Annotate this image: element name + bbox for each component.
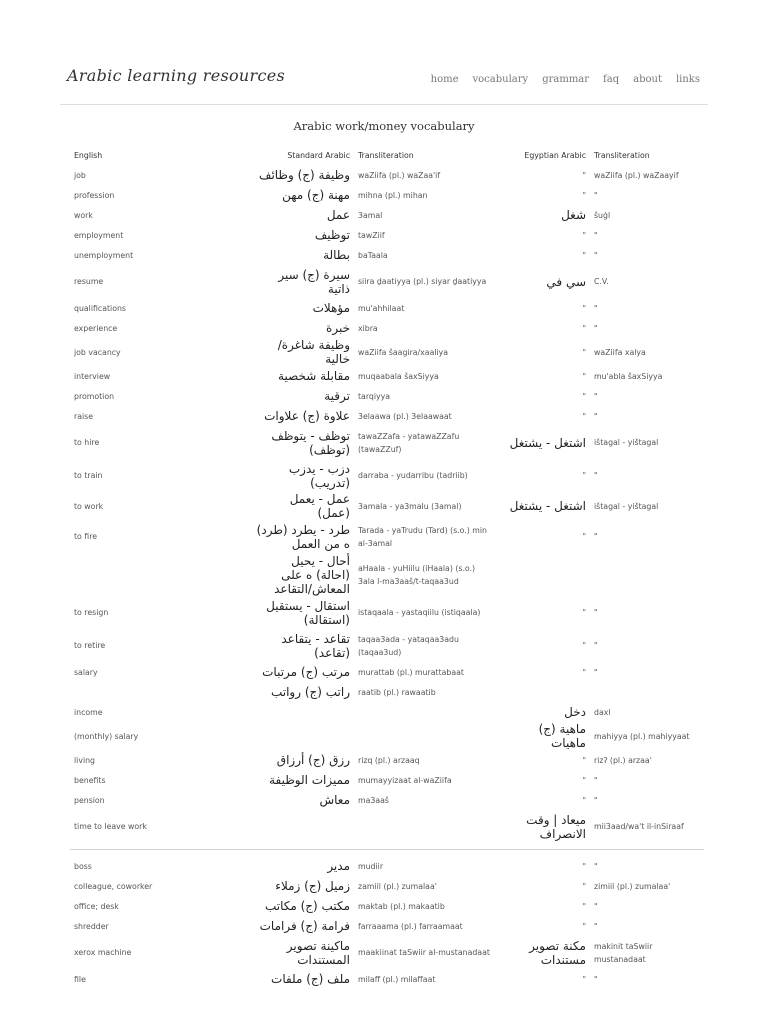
standard-arabic-cell: مدير xyxy=(327,859,350,873)
egyptian-arabic-cell: سي في xyxy=(546,274,586,289)
egyptian-transliteration-cell: " xyxy=(594,411,598,421)
egyptian-transliteration-cell: waZiifa xalya xyxy=(594,347,646,357)
standard-arabic-cell: توظف - يتوظف (توظف) xyxy=(271,428,350,457)
egyptian-transliteration-cell xyxy=(590,682,704,702)
english-cell: salary xyxy=(74,667,98,677)
section-divider xyxy=(70,843,704,856)
table-row xyxy=(70,629,704,662)
egyptian-transliteration-cell: šuġl xyxy=(594,210,611,220)
table-row xyxy=(70,856,704,876)
msa-transliteration-cell xyxy=(354,810,496,843)
msa-transliteration-cell: tawaZZafa - yatawaZZafu (tawaZZuf) xyxy=(358,431,460,454)
table-row xyxy=(70,936,704,969)
table-body xyxy=(70,165,704,989)
egyptian-transliteration-cell: " xyxy=(594,795,598,805)
egyptian-arabic-cell xyxy=(496,682,590,702)
header-egyptian-arabic: Egyptian Arabic xyxy=(524,151,586,160)
standard-arabic-cell: استقال - يستقيل (استقالة) xyxy=(266,598,350,627)
msa-transliteration-cell: mudiir xyxy=(358,861,384,871)
standard-arabic-cell: معاش xyxy=(319,793,350,807)
egyptian-arabic-cell: " xyxy=(582,230,586,240)
table-row xyxy=(70,165,704,185)
msa-transliteration-cell: muqaabala šaxSiyya xyxy=(358,371,439,381)
egyptian-arabic-cell: " xyxy=(582,974,586,984)
msa-transliteration-cell: murattab (pl.) murattabaat xyxy=(358,667,464,677)
egyptian-arabic-cell: " xyxy=(582,755,586,765)
msa-transliteration-cell: milaff (pl.) milaffaat xyxy=(358,974,436,984)
table-header-row xyxy=(70,146,704,165)
english-cell: raise xyxy=(74,411,94,421)
english-cell: to hire xyxy=(74,438,100,447)
english-cell: living xyxy=(74,755,96,765)
nav-vocabulary-link[interactable]: vocabulary xyxy=(472,74,529,85)
table-row xyxy=(70,876,704,896)
egyptian-transliteration-cell: " xyxy=(594,901,598,911)
egyptian-arabic-cell: " xyxy=(582,471,586,480)
msa-transliteration-cell: aHaala - yuHiilu (iHaala) (s.o.) 3ala l-ma3aaš/t-taqaa3ud xyxy=(358,563,476,586)
english-cell: experience xyxy=(74,323,118,333)
table-row xyxy=(70,722,704,750)
msa-transliteration-cell: maktab (pl.) makaatib xyxy=(358,901,445,911)
table-row xyxy=(70,702,704,722)
site-header xyxy=(60,62,708,105)
egyptian-arabic-cell: اشتغل - يشتغل xyxy=(509,499,586,513)
english-cell: pension xyxy=(74,795,105,805)
english-cell: xerox machine xyxy=(74,948,132,957)
table-row xyxy=(70,810,704,843)
egyptian-arabic-cell: " xyxy=(582,250,586,260)
egyptian-transliteration-cell: zimiil (pl.) zumalaa' xyxy=(594,881,671,891)
standard-arabic-cell: أحال - يحيل (احالة) ه على المعاش/التقاعد xyxy=(274,553,350,596)
egyptian-transliteration-cell: " xyxy=(594,190,598,200)
english-cell: income xyxy=(74,707,103,717)
msa-transliteration-cell: xibra xyxy=(358,323,378,333)
standard-arabic-cell xyxy=(252,702,354,722)
table-row xyxy=(70,318,704,338)
egyptian-arabic-cell: ميعاد | وقت الانصراف xyxy=(526,812,586,841)
header-egyptian-transliteration: Transliteration xyxy=(594,151,650,160)
msa-transliteration-cell: darraba - yudarribu (tadriib) xyxy=(358,471,468,480)
english-cell: promotion xyxy=(74,391,115,401)
egyptian-transliteration-cell: waZiifa (pl.) waZaayif xyxy=(594,170,679,180)
header-english: English xyxy=(74,151,103,160)
table-row xyxy=(70,750,704,770)
egyptian-transliteration-cell: " xyxy=(594,921,598,931)
egyptian-transliteration-cell: mahiyya (pl.) mahiyyaat xyxy=(594,731,690,741)
standard-arabic-cell xyxy=(252,810,354,843)
english-cell: to work xyxy=(74,501,104,511)
table-row xyxy=(70,896,704,916)
egyptian-transliteration-cell: mii3aad/wa't il-inSiraaf xyxy=(594,822,684,831)
english-cell: (monthly) salary xyxy=(74,731,139,741)
table-row xyxy=(70,406,704,426)
table-row xyxy=(70,662,704,682)
standard-arabic-cell: توظيف xyxy=(314,228,350,242)
msa-transliteration-cell xyxy=(354,702,496,722)
egyptian-arabic-cell: " xyxy=(582,391,586,401)
table-row xyxy=(70,969,704,989)
egyptian-arabic-cell: " xyxy=(582,347,586,357)
english-cell: to fire xyxy=(74,532,98,541)
standard-arabic-cell: وظيفة (ج) وظائف xyxy=(259,168,350,182)
table-row xyxy=(70,426,704,459)
english-cell: profession xyxy=(74,190,115,200)
standard-arabic-cell: علاوة (ج) علاوات xyxy=(264,409,350,423)
standard-arabic-cell: وظيفة شاغرة/خالية xyxy=(277,338,350,366)
msa-transliteration-cell: ma3aaš xyxy=(358,795,389,805)
english-cell: file xyxy=(74,974,86,984)
egyptian-arabic-cell: " xyxy=(582,795,586,805)
table-row xyxy=(70,770,704,790)
header-msa-transliteration: Transliteration xyxy=(358,151,414,160)
egyptian-arabic-cell: اشتغل - يشتغل xyxy=(509,435,586,450)
msa-transliteration-cell: farraaama (pl.) farraamaat xyxy=(358,921,463,931)
egyptian-arabic-cell: شغل xyxy=(561,208,586,222)
standard-arabic-cell: مهنة (ج) مهن xyxy=(282,188,350,202)
table-row xyxy=(70,298,704,318)
egyptian-arabic-cell: " xyxy=(582,667,586,677)
table-row xyxy=(70,386,704,406)
egyptian-arabic-cell: " xyxy=(582,303,586,313)
header-standard-arabic: Standard Arabic xyxy=(287,151,350,160)
nav-home-link[interactable]: home xyxy=(430,74,459,85)
nav-faq-link[interactable]: faq xyxy=(603,74,620,85)
standard-arabic-cell: خبرة xyxy=(326,321,350,335)
table-row xyxy=(70,682,704,702)
nav-grammar-link[interactable]: grammar xyxy=(542,74,590,85)
msa-transliteration-cell: tawZiif xyxy=(358,230,385,240)
nav-about-link[interactable]: about xyxy=(633,74,662,85)
table-row xyxy=(70,520,704,553)
standard-arabic-cell: عمل xyxy=(326,208,350,222)
egyptian-arabic-cell: " xyxy=(582,411,586,421)
msa-transliteration-cell: 3elaawa (pl.) 3elaawaat xyxy=(358,411,452,421)
egyptian-transliteration-cell: " xyxy=(594,861,598,871)
msa-transliteration-cell: mu'ahhilaat xyxy=(358,303,405,313)
english-cell xyxy=(70,682,252,702)
egyptian-arabic-cell: " xyxy=(582,881,586,891)
standard-arabic-cell: ترقية xyxy=(324,389,350,403)
table-row xyxy=(70,225,704,245)
msa-transliteration-cell: 3amal xyxy=(358,210,383,220)
main-nav xyxy=(431,74,700,85)
egyptian-arabic-cell: " xyxy=(582,170,586,180)
standard-arabic-cell: تقاعد - يتقاعد (تقاعد) xyxy=(281,631,350,660)
egyptian-transliteration-cell: " xyxy=(594,775,598,785)
msa-transliteration-cell: waZiifa šaagira/xaaliya xyxy=(358,347,449,357)
egyptian-transliteration-cell: " xyxy=(594,391,598,401)
standard-arabic-cell: دزب - يدزب (تدريب) xyxy=(288,461,350,490)
nav-links-link[interactable]: links xyxy=(675,74,700,85)
msa-transliteration-cell: mumayyizaat al-waZiifa xyxy=(358,775,452,785)
egyptian-transliteration-cell: daxl xyxy=(594,707,611,717)
standard-arabic-cell: سيرة (ج) سير ذاتية xyxy=(278,267,350,296)
standard-arabic-cell: مقابلة شخصية xyxy=(278,369,350,383)
table-row xyxy=(70,366,704,386)
english-cell: time to leave work xyxy=(74,822,147,831)
egyptian-arabic-cell: " xyxy=(582,532,586,541)
standard-arabic-cell: بطالة xyxy=(323,248,350,262)
english-cell: colleague, coworker xyxy=(74,881,153,891)
table-row xyxy=(70,338,704,366)
egyptian-transliteration-cell: " xyxy=(594,323,598,333)
english-cell: office; desk xyxy=(74,901,119,911)
english-cell: to train xyxy=(74,471,103,480)
english-cell: qualifications xyxy=(74,303,126,313)
standard-arabic-cell: ماكينة تصوير المستندات xyxy=(286,938,350,967)
egyptian-transliteration-cell: " xyxy=(594,471,598,480)
standard-arabic-cell: مميزات الوظيفة xyxy=(269,773,350,787)
egyptian-arabic-cell: " xyxy=(582,190,586,200)
english-cell: benefits xyxy=(74,775,106,785)
english-cell: boss xyxy=(74,861,92,871)
table-row xyxy=(70,553,704,596)
egyptian-arabic-cell: " xyxy=(582,323,586,333)
site-title[interactable]: Arabic learning resources xyxy=(67,66,286,85)
egyptian-transliteration-cell xyxy=(590,553,704,596)
egyptian-transliteration-cell: " xyxy=(594,641,598,650)
table-row xyxy=(70,245,704,265)
table-row xyxy=(70,916,704,936)
egyptian-arabic-cell: " xyxy=(582,861,586,871)
egyptian-arabic-cell: " xyxy=(582,775,586,785)
standard-arabic-cell: ملف (ج) ملفات xyxy=(271,972,350,986)
msa-transliteration-cell xyxy=(354,722,496,750)
msa-transliteration-cell: taqaa3ada - yataqaa3adu (taqaa3ud) xyxy=(358,634,459,657)
table-row xyxy=(70,459,704,492)
egyptian-transliteration-cell: C.V. xyxy=(594,277,609,286)
egyptian-arabic-cell: " xyxy=(582,371,586,381)
standard-arabic-cell: مكتب (ج) مكاتب xyxy=(264,899,350,913)
msa-transliteration-cell: maakiinat taSwiir al-mustanadaat xyxy=(358,948,490,957)
egyptian-arabic-cell: دخل xyxy=(564,705,586,719)
egyptian-transliteration-cell: makinit taSwiir mustanadaat xyxy=(594,941,653,964)
egyptian-transliteration-cell: ištagal - yištagal xyxy=(594,438,659,447)
egyptian-transliteration-cell: rizʔ (pl.) arzaa' xyxy=(594,755,652,765)
standard-arabic-cell: عمل - يعمل (عمل) xyxy=(289,492,350,520)
table-row xyxy=(70,205,704,225)
egyptian-transliteration-cell: " xyxy=(594,608,598,617)
msa-transliteration-cell: istaqaala - yastaqiilu (istiqaala) xyxy=(358,608,481,617)
egyptian-arabic-cell: " xyxy=(582,608,586,617)
standard-arabic-cell: زميل (ج) زملاء xyxy=(275,879,350,893)
egyptian-arabic-cell: ماهية (ج) ماهيات xyxy=(538,722,586,750)
english-cell: job xyxy=(74,170,86,180)
egyptian-transliteration-cell: " xyxy=(594,667,598,677)
table-row xyxy=(70,265,704,298)
msa-transliteration-cell: siira ḏaatiyya (pl.) siyar ḏaatiyya xyxy=(358,277,487,286)
english-cell: work xyxy=(74,210,93,220)
egyptian-arabic-cell xyxy=(496,553,590,596)
standard-arabic-cell: رزق (ج) أرزاق xyxy=(276,753,350,767)
msa-transliteration-cell: waZiifa (pl.) waZaa'if xyxy=(358,170,441,180)
msa-transliteration-cell: zamiil (pl.) zumalaa' xyxy=(358,881,437,891)
egyptian-transliteration-cell: " xyxy=(594,974,598,984)
egyptian-transliteration-cell: " xyxy=(594,230,598,240)
msa-transliteration-cell: 3amala - ya3malu (3amal) xyxy=(358,501,462,511)
table-row xyxy=(70,596,704,629)
msa-transliteration-cell: rizq (pl.) arzaaq xyxy=(358,755,420,765)
msa-transliteration-cell: raatib (pl.) rawaatib xyxy=(358,687,436,697)
egyptian-arabic-cell: " xyxy=(582,641,586,650)
msa-transliteration-cell: tarqiyya xyxy=(358,391,391,401)
english-cell: resume xyxy=(74,277,104,286)
standard-arabic-cell: مرتب (ج) مرتبات xyxy=(262,665,350,679)
english-cell: to retire xyxy=(74,641,106,650)
msa-transliteration-cell: mihna (pl.) mihan xyxy=(358,190,428,200)
egyptian-transliteration-cell: " xyxy=(594,532,598,541)
egyptian-transliteration-cell: " xyxy=(594,250,598,260)
english-cell: to resign xyxy=(74,608,109,617)
divider-line xyxy=(70,849,704,850)
egyptian-transliteration-cell: mu'abla šaxSiyya xyxy=(594,371,663,381)
egyptian-arabic-cell: " xyxy=(582,901,586,911)
standard-arabic-cell xyxy=(252,722,354,750)
table-row xyxy=(70,492,704,520)
english-cell: interview xyxy=(74,371,111,381)
vocabulary-table xyxy=(70,146,704,989)
egyptian-transliteration-cell: ištagal - yištagal xyxy=(594,501,659,511)
english-cell: job vacancy xyxy=(74,347,121,357)
standard-arabic-cell: راتب (ج) رواتب xyxy=(270,685,350,699)
egyptian-arabic-cell: مكنة تصوير مستندات xyxy=(529,938,586,967)
english-cell: shredder xyxy=(74,921,109,931)
english-cell: employment xyxy=(74,230,124,240)
msa-transliteration-cell: baTaala xyxy=(358,250,388,260)
msa-transliteration-cell: Tarada - yaTrudu (Tard) (s.o.) min al-3amal xyxy=(358,525,488,548)
table-row xyxy=(70,185,704,205)
standard-arabic-cell: مؤهلات xyxy=(312,301,350,315)
standard-arabic-cell: طرد - يطرد (طرد) ه من العمل xyxy=(256,522,350,551)
standard-arabic-cell: فرامة (ج) فرامات xyxy=(259,919,350,933)
egyptian-arabic-cell: " xyxy=(582,921,586,931)
egyptian-transliteration-cell: " xyxy=(594,303,598,313)
english-cell xyxy=(70,553,252,596)
table-row xyxy=(70,790,704,810)
page-title: Arabic work/money vocabulary xyxy=(293,119,475,133)
english-cell: unemployment xyxy=(74,250,134,260)
